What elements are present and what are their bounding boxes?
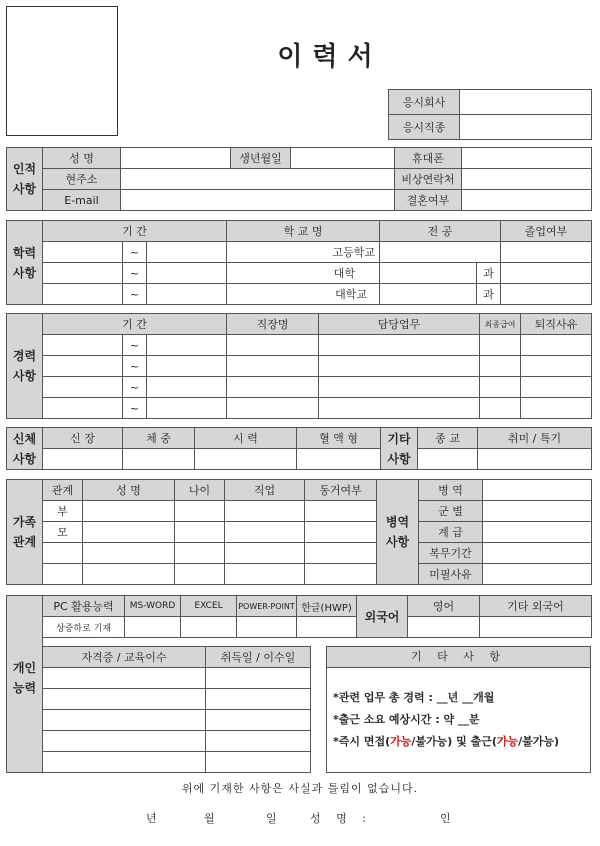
edu-graduation-field[interactable] [501,284,592,305]
etc-header: 기 타 사 항 [326,646,591,668]
apply-position-label: 응시직종 [389,115,460,140]
emergency-label: 비상연락처 [395,169,462,190]
marital-label: 결혼여부 [395,190,462,211]
tilde: ~ [123,242,147,263]
career-salary-field[interactable] [480,377,521,398]
edu-start[interactable] [43,242,123,263]
level-note: 상중하로 기재 [43,617,125,638]
family-name-field[interactable] [83,564,175,585]
career-duty-field[interactable] [319,377,480,398]
phone-field[interactable] [462,148,592,169]
hwp-label: 한글(HWP) [297,596,357,617]
edu-level-university: 대학교 [227,284,380,305]
family-living-field[interactable] [305,501,377,522]
career-end[interactable] [147,377,227,398]
tilde: ~ [123,263,147,284]
tilde: ~ [123,398,147,419]
day-label: 일 [266,812,277,825]
cert-table [42,646,311,773]
military-branch-label: 군 별 [419,501,483,522]
family-job-header: 직업 [225,480,305,501]
vision-label: 시 력 [195,428,297,449]
page-title: 이력서 [277,42,383,72]
name-label: 성 명 [43,148,121,169]
career-start[interactable] [43,356,123,377]
cert-date-field[interactable] [206,668,311,689]
dept-suffix: 과 [477,263,501,284]
family-living-field[interactable] [305,522,377,543]
family-living-header: 동거여부 [305,480,377,501]
career-reason-field[interactable] [521,335,592,356]
religion-label: 종 교 [418,428,478,449]
edu-graduation-header: 졸업여부 [501,221,592,242]
family-relation-father: 부 [43,501,83,522]
apply-position-field[interactable] [460,115,592,140]
family-job-field[interactable] [225,501,305,522]
edu-end[interactable] [147,242,227,263]
emergency-field[interactable] [462,169,592,190]
address-field[interactable] [121,169,395,190]
cert-field[interactable] [43,689,206,710]
military-rank-field[interactable] [483,522,592,543]
edu-major-field[interactable] [380,242,501,263]
english-label: 영어 [408,596,480,617]
education-section-label: 학력 사항 [7,221,43,305]
hobby-field[interactable] [478,449,592,470]
career-end[interactable] [147,335,227,356]
family-relation-header: 관계 [43,480,83,501]
cert-field[interactable] [43,731,206,752]
edu-major-header: 전 공 [380,221,501,242]
edu-school-header: 학 교 명 [227,221,380,242]
career-end[interactable] [147,356,227,377]
career-period-header: 기 간 [43,314,227,335]
body-table [6,427,592,470]
apply-company-field[interactable] [460,90,592,115]
personal-table [6,147,592,211]
name-field[interactable] [121,148,231,169]
family-age-field[interactable] [175,522,225,543]
cert-field[interactable] [43,710,206,731]
cert-field[interactable] [43,752,206,773]
msword-field[interactable] [125,617,181,638]
ability-section-label: 개인 능력 [6,595,43,773]
personal-section-label: 인적 사항 [7,148,43,211]
powerpoint-field[interactable] [237,617,297,638]
career-start[interactable] [43,377,123,398]
edu-level-high: 고등학교 [227,242,380,263]
edu-level-college: 대학 [227,263,380,284]
career-company-field[interactable] [227,377,319,398]
statement: 위에 기재한 사항은 사실과 틀림이 없습니다. [181,782,419,795]
military-branch-field[interactable] [483,501,592,522]
blood-field[interactable] [297,449,381,470]
family-age-field[interactable] [175,543,225,564]
cert-date-field[interactable] [206,752,311,773]
career-duty-field[interactable] [319,356,480,377]
family-job-field[interactable] [225,543,305,564]
cert-header: 자격증 / 교육이수 [43,647,206,668]
career-company-header: 직장명 [227,314,319,335]
cert-date-field[interactable] [206,689,311,710]
tilde: ~ [123,284,147,305]
hwp-field[interactable] [297,617,357,638]
edu-start[interactable] [43,284,123,305]
address-label: 현주소 [43,169,121,190]
apply-table [388,89,592,140]
tilde: ~ [123,377,147,398]
cert-date-field[interactable] [206,731,311,752]
other-language-field[interactable] [480,617,592,638]
language-section-label: 외국어 [357,596,408,638]
birth-field[interactable] [291,148,395,169]
family-relation-field[interactable] [43,543,83,564]
weight-field[interactable] [123,449,195,470]
year-label: 년 [146,812,157,825]
apply-company-label: 응시회사 [389,90,460,115]
career-table [6,313,592,419]
pc-skill-label: PC 활용능력 [43,596,125,617]
family-military-table [6,479,592,585]
edu-major-field[interactable] [380,284,477,305]
family-age-field[interactable] [175,564,225,585]
phone-label: 휴대폰 [395,148,462,169]
etc-body [326,667,591,773]
photo-box [6,6,118,136]
military-section-label: 병역 사항 [377,480,419,585]
tilde: ~ [123,356,147,377]
hobby-label: 취미 / 특기 [478,428,592,449]
msword-label: MS-WORD [125,596,181,617]
career-reason-field[interactable] [521,356,592,377]
career-start[interactable] [43,335,123,356]
military-type-label: 병 역 [419,480,483,501]
family-relation-field[interactable] [43,564,83,585]
marital-field[interactable] [462,190,592,211]
edu-period-header: 기 간 [43,221,227,242]
dept-suffix: 과 [477,284,501,305]
family-living-field[interactable] [305,564,377,585]
etc-section-label: 기타 사항 [381,428,418,470]
vision-field[interactable] [195,449,297,470]
career-salary-header: 최종급여 [480,314,521,335]
edu-end[interactable] [147,284,227,305]
career-salary-field[interactable] [480,398,521,419]
career-section-label: 경력 사항 [7,314,43,419]
birth-label: 생년월일 [231,148,291,169]
family-name-field[interactable] [83,543,175,564]
email-field[interactable] [121,190,395,211]
career-start[interactable] [43,398,123,419]
other-language-label: 기타 외국어 [480,596,592,617]
excel-field[interactable] [181,617,237,638]
career-company-field[interactable] [227,356,319,377]
english-field[interactable] [408,617,480,638]
military-type-field[interactable] [483,480,592,501]
body-section-label: 신체 사항 [7,428,43,470]
weight-label: 체 중 [123,428,195,449]
edu-graduation-field[interactable] [501,263,592,284]
excel-label: EXCEL [181,596,237,617]
etc-commute-line: *출근 소요 예상시간 : 약 __분 [333,713,480,726]
edu-start[interactable] [43,263,123,284]
skills-table [42,595,592,638]
military-period-label: 복무기간 [419,543,483,564]
etc-career-line: *관련 업무 총 경력 : __년 __개월 [333,691,495,704]
blood-label: 혈 액 형 [297,428,381,449]
tilde: ~ [123,335,147,356]
powerpoint-label: POWER-POINT [237,596,297,617]
edu-major-field[interactable] [380,263,477,284]
name-sign-label: 성 명 : [310,812,372,825]
cert-date-field[interactable] [206,710,311,731]
edu-end[interactable] [147,263,227,284]
religion-field[interactable] [418,449,478,470]
month-label: 월 [204,812,215,825]
career-company-field[interactable] [227,398,319,419]
family-job-field[interactable] [225,522,305,543]
career-reason-field[interactable] [521,377,592,398]
career-end[interactable] [147,398,227,419]
family-name-header: 성 명 [83,480,175,501]
edu-graduation-field[interactable] [501,242,592,263]
military-period-field[interactable] [483,543,592,564]
career-salary-field[interactable] [480,356,521,377]
military-rank-label: 계 급 [419,522,483,543]
career-reason-header: 퇴직사유 [521,314,592,335]
family-name-field[interactable] [83,501,175,522]
height-field[interactable] [43,449,123,470]
career-duty-field[interactable] [319,398,480,419]
cert-date-header: 취득일 / 이수일 [206,647,311,668]
military-exempt-field[interactable] [483,564,592,585]
family-age-header: 나이 [175,480,225,501]
education-table [6,220,592,305]
career-duty-field[interactable] [319,335,480,356]
career-salary-field[interactable] [480,335,521,356]
seal-label: 인 [440,812,451,825]
family-job-field[interactable] [225,564,305,585]
family-living-field[interactable] [305,543,377,564]
family-relation-mother: 모 [43,522,83,543]
family-section-label: 가족 관계 [7,480,43,585]
career-duty-header: 담당업무 [319,314,480,335]
cert-field[interactable] [43,668,206,689]
email-label: E-mail [43,190,121,211]
career-reason-field[interactable] [521,398,592,419]
height-label: 신 장 [43,428,123,449]
etc-availability-line: *즉시 면접(가능/불가능) 및 출근(가능/불가능) [333,735,560,748]
military-exempt-label: 미필사유 [419,564,483,585]
career-company-field[interactable] [227,335,319,356]
family-age-field[interactable] [175,501,225,522]
family-name-field[interactable] [83,522,175,543]
